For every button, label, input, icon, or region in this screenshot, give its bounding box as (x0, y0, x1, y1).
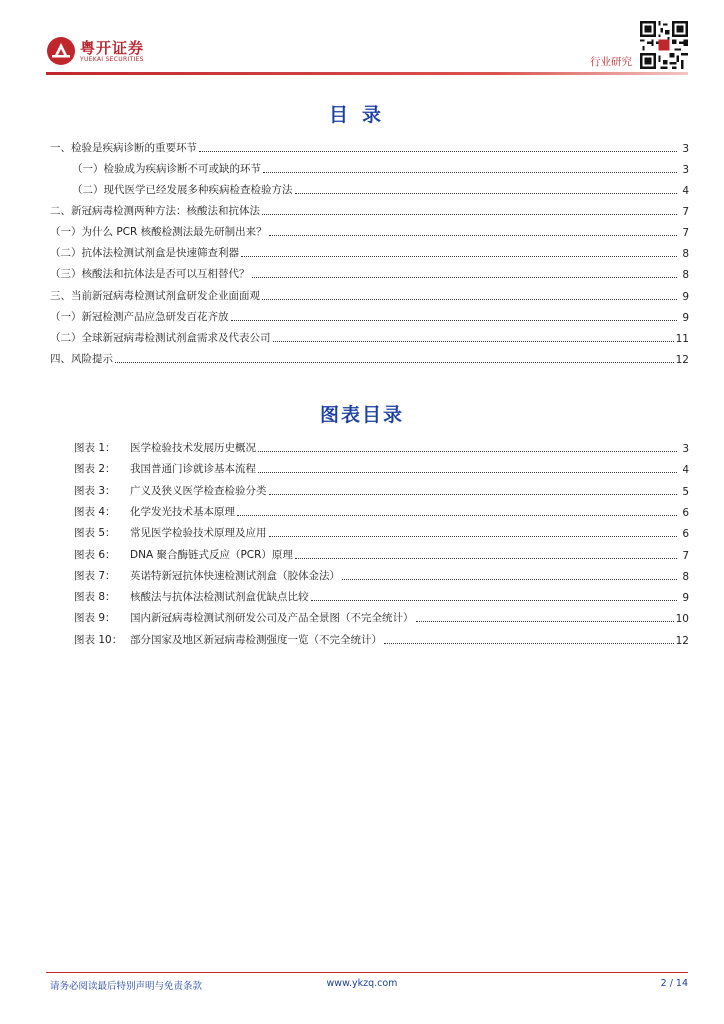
toc-entry[interactable] (50, 223, 689, 239)
page-header (0, 0, 724, 80)
figure-entry-page: 6 (682, 506, 689, 519)
toc-leader-dots (342, 579, 677, 580)
footer-divider (46, 972, 688, 973)
figure-entry[interactable] (74, 482, 689, 498)
company-logo (46, 36, 166, 72)
figure-entry-page: 10 (675, 613, 689, 626)
figure-entry[interactable] (74, 631, 689, 647)
toc-entry-page: 8 (682, 269, 689, 281)
toc-leader-dots (295, 558, 677, 559)
toc-leader-dots (273, 341, 674, 342)
toc-entry-title: （一）新冠检测产品应急研发百花齐放 (50, 311, 229, 323)
figure-entry-title: 英诺特新冠抗体快速检测试剂盒（胶体金法） (130, 569, 340, 582)
toc-entry[interactable] (50, 265, 689, 281)
figure-entry-page: 3 (682, 443, 689, 455)
toc-entry-page: 3 (682, 164, 689, 176)
toc-leader-dots (416, 621, 674, 622)
figure-entry-title: 国内新冠病毒检测试剂研发公司及产品全景图（不完全统计） (130, 612, 414, 625)
figure-entry-title: 广义及狭义医学检查检验分类 (130, 484, 267, 497)
toc-entry-page: 11 (675, 333, 689, 345)
toc-leader-dots (231, 320, 678, 321)
toc-leader-dots (295, 193, 678, 194)
toc-entry-page: 7 (682, 206, 689, 218)
figure-entry-label: 图表 3： (74, 484, 116, 497)
footer-website: www.ykzq.com (326, 978, 398, 989)
toc-entry-title: （二）抗体法检测试剂盒是快速筛查利器 (50, 247, 239, 259)
toc-leader-dots (269, 235, 677, 236)
figure-entry[interactable] (74, 567, 689, 583)
figure-entry-label: 图表 5： (74, 527, 116, 540)
figure-entry[interactable] (74, 524, 689, 540)
logo-name-cn: 粤开证券 (80, 39, 145, 57)
figure-entry-page: 7 (682, 549, 689, 562)
toc-leader-dots (269, 536, 678, 537)
figure-entry[interactable] (74, 460, 689, 476)
figure-entry-title: 核酸法与抗体法检测试剂盒优缺点比较 (130, 591, 309, 604)
figure-entry[interactable] (74, 546, 689, 562)
figure-entry[interactable] (74, 503, 689, 519)
toc-leader-dots (384, 643, 674, 644)
toc-leader-dots (269, 494, 678, 495)
footer-disclaimer: 请务必阅读最后特别声明与免责条款 (50, 981, 203, 992)
figure-entry-title: 我国普通门诊就诊基本流程 (130, 463, 256, 476)
toc-leader-dots (252, 277, 678, 278)
figure-entry[interactable] (74, 609, 689, 625)
toc-entry-page: 7 (682, 227, 689, 239)
figure-entry[interactable] (74, 588, 689, 604)
figures-title: 图表目录 (319, 404, 404, 426)
toc-leader-dots (311, 600, 678, 601)
figure-entry-label: 图表 7： (74, 569, 116, 582)
toc-entry-page: 3 (682, 143, 689, 155)
figure-entry-label: 图表 4： (74, 505, 116, 518)
toc-entry[interactable] (50, 202, 689, 218)
toc-entry-page: 9 (682, 291, 689, 303)
toc-entry[interactable] (50, 287, 689, 303)
toc-entry[interactable] (50, 308, 689, 324)
logo-mark-icon (46, 36, 76, 66)
figure-entry-label: 图表 9： (74, 612, 116, 625)
toc-leader-dots (262, 214, 677, 215)
figure-entry-page: 4 (682, 464, 689, 477)
toc-entry-page: 9 (682, 312, 689, 324)
figure-entry-title: 化学发光技术基本原理 (130, 505, 235, 518)
toc-leader-dots (237, 515, 677, 516)
figure-entry-label: 图表 6： (74, 548, 116, 561)
figure-entry-label: 图表 2： (74, 463, 116, 476)
toc-leader-dots (262, 299, 677, 300)
footer-page-number: 2 / 14 (660, 978, 688, 989)
figure-entry[interactable] (74, 439, 689, 455)
toc-entry[interactable] (50, 139, 689, 155)
toc-leader-dots (258, 451, 677, 452)
figure-entry-title: DNA 聚合酶链式反应（PCR）原理 (130, 548, 293, 561)
toc-entry-page: 4 (682, 185, 689, 197)
figure-entry-label: 图表 8： (74, 591, 116, 604)
toc-entry-title: （二）现代医学已经发展多种疾病检查检验方法 (72, 184, 293, 196)
toc-entry-title: 四、风险提示 (50, 353, 113, 365)
toc-leader-dots (241, 256, 677, 257)
toc-entry[interactable] (50, 244, 689, 260)
toc-entry[interactable] (72, 160, 689, 176)
logo-name-en: YUEKAI SECURITIES (80, 56, 144, 63)
toc-leader-dots (199, 151, 677, 152)
figure-entry-label: 图表 1： (74, 442, 116, 454)
figure-entry-label: 图表 10： (74, 633, 123, 646)
figure-entry-page: 6 (682, 528, 689, 541)
section-label: 行业研究 (590, 56, 632, 68)
qr-code-icon (640, 21, 688, 69)
toc-entry-title: 三、当前新冠病毒检测试剂盒研发企业面面观 (50, 290, 260, 302)
toc-entry-page: 8 (682, 248, 689, 260)
toc-entry-title: 二、新冠病毒检测两种方法：核酸法和抗体法 (50, 205, 260, 217)
header-divider (46, 72, 688, 75)
figure-entry-page: 5 (682, 485, 689, 498)
toc-leader-dots (263, 172, 677, 173)
toc-entry-page: 12 (675, 354, 689, 366)
toc-entry[interactable] (72, 181, 689, 197)
toc-leader-dots (115, 362, 674, 363)
toc-title: 目录 (328, 104, 395, 126)
figure-entry-page: 8 (682, 570, 689, 583)
toc-entry-title: （一）检验成为疾病诊断不可或缺的环节 (72, 163, 261, 175)
figure-entry-page: 9 (682, 592, 689, 605)
toc-entry-title: （一）为什么 PCR 核酸检测法最先研制出来？ (50, 226, 267, 238)
toc-leader-dots (258, 472, 677, 473)
toc-entry[interactable] (50, 350, 689, 366)
figure-entry-title: 常见医学检验技术原理及应用 (130, 527, 267, 540)
toc-entry-title: （二）全球新冠病毒检测试剂盒需求及代表公司 (50, 332, 271, 344)
toc-entry[interactable] (50, 329, 689, 345)
toc-entry-title: 一、检验是疾病诊断的重要环节 (50, 142, 197, 154)
figure-entry-title: 部分国家及地区新冠病毒检测强度一览（不完全统计） (130, 633, 382, 646)
figure-entry-page: 12 (675, 634, 689, 647)
figure-entry-title: 医学检验技术发展历史概况 (130, 442, 256, 454)
toc-entry-title: （三）核酸法和抗体法是否可以互相替代？ (50, 268, 250, 280)
